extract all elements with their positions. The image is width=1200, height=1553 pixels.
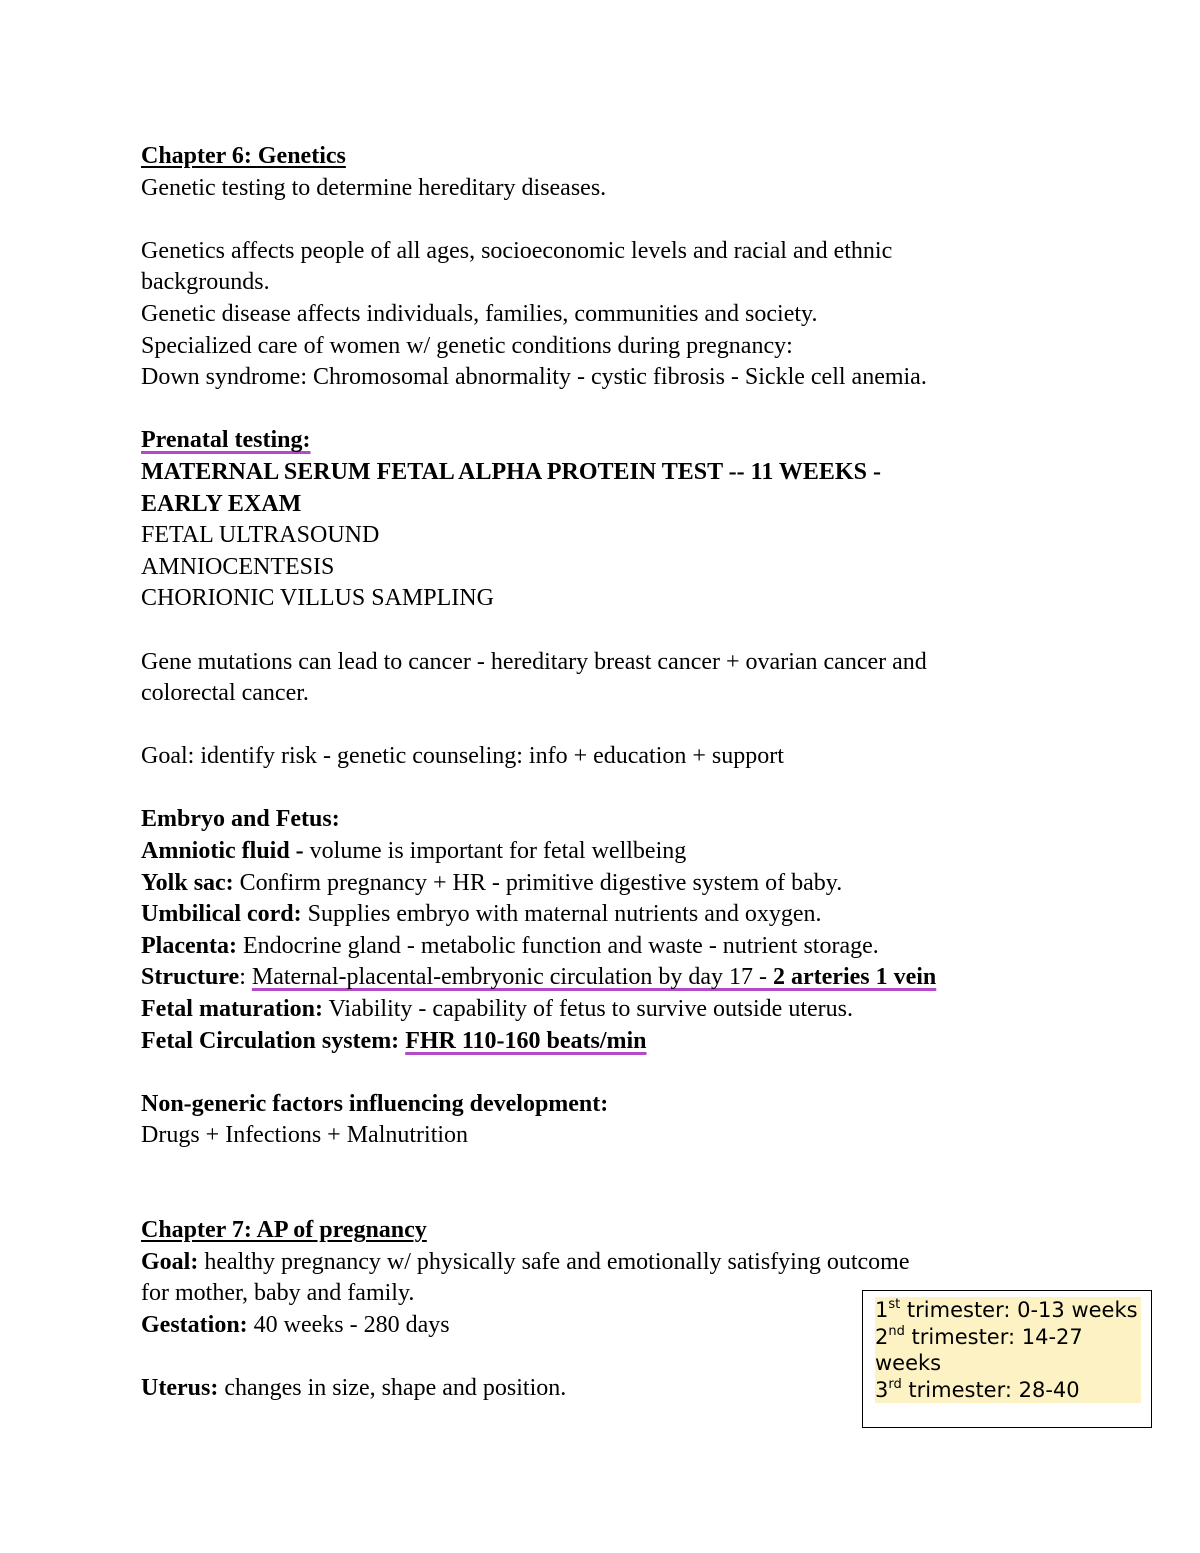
trimester-text-box <box>862 1290 1152 1428</box>
trimester-2: 2nd trimester: 14-27 weeks <box>875 1323 1083 1375</box>
prenatal-heading: Prenatal testing: <box>141 427 311 454</box>
ch7-goal-line-a: Goal: healthy pregnancy w/ physically safe and emotionally satisfying outcome <box>141 1248 910 1275</box>
mutations-line-a: Gene mutations can lead to cancer - hereditary breast cancer + ovarian cancer and <box>141 648 927 675</box>
ch6-paragraph-3: Specialized care of women w/ genetic conditions during pregnancy: <box>141 332 793 359</box>
uterus-line: Uterus: changes in size, shape and position. <box>141 1375 567 1402</box>
document-body <box>141 141 1101 1405</box>
prenatal-test-2: FETAL ULTRASOUND <box>141 522 380 549</box>
embryo-heading: Embryo and Fetus: <box>141 806 340 833</box>
mutations-line-b: colorectal cancer. <box>141 680 309 707</box>
ch6-paragraph-1a: Genetics affects people of all ages, socioeconomic levels and racial and ethnic <box>141 237 893 264</box>
structure-line: Structure: Maternal-placental-embryonic circulation by day 17 - 2 arteries 1 vein <box>141 964 937 991</box>
prenatal-test-1b: EARLY EXAM <box>141 490 302 517</box>
ch6-paragraph-4: Down syndrome: Chromosomal abnormality - cystic fibrosis - Sickle cell anemia. <box>141 364 927 391</box>
ch6-intro: Genetic testing to determine hereditary diseases. <box>141 174 607 201</box>
gestation-line: Gestation: 40 weeks - 280 days <box>141 1311 450 1338</box>
trimester-1: 1st trimester: 0-13 weeks <box>875 1297 1138 1322</box>
amniotic-fluid-line: Amniotic fluid - volume is important for fetal wellbeing <box>141 838 687 865</box>
prenatal-test-4: CHORIONIC VILLUS SAMPLING <box>141 585 494 612</box>
placenta-line: Placenta: Endocrine gland - metabolic function and waste - nutrient storage. <box>141 932 879 959</box>
chapter-6-title: Chapter 6: Genetics <box>141 143 346 169</box>
chapter-7-title: Chapter 7: AP of pregnancy <box>141 1217 427 1244</box>
nongeneric-heading: Non-generic factors influencing development: <box>141 1090 609 1117</box>
fetal-maturation-line: Fetal maturation: Viability - capability of fetus to survive outside uterus. <box>141 996 853 1023</box>
trimester-3: 3rd trimester: 28-40 <box>875 1376 1080 1402</box>
ch6-paragraph-2: Genetic disease affects individuals, families, communities and society. <box>141 300 818 327</box>
umbilical-cord-line: Umbilical cord: Supplies embryo with maternal nutrients and oxygen. <box>141 901 822 928</box>
ch6-paragraph-1b: backgrounds. <box>141 269 270 296</box>
trimester-list <box>875 1297 1141 1403</box>
prenatal-test-3: AMNIOCENTESIS <box>141 553 335 580</box>
nongeneric-text: Drugs + Infections + Malnutrition <box>141 1122 469 1149</box>
ch7-goal-line-b: for mother, baby and family. <box>141 1280 415 1307</box>
yolk-sac-line: Yolk sac: Confirm pregnancy + HR - primitive digestive system of baby. <box>141 869 843 896</box>
prenatal-test-1a: MATERNAL SERUM FETAL ALPHA PROTEIN TEST -- 11 WEEKS - <box>141 458 881 485</box>
goal-line: Goal: identify risk - genetic counseling: info + education + support <box>141 743 784 770</box>
fetal-circulation-line: Fetal Circulation system: FHR 110-160 beats/min <box>141 1027 647 1054</box>
